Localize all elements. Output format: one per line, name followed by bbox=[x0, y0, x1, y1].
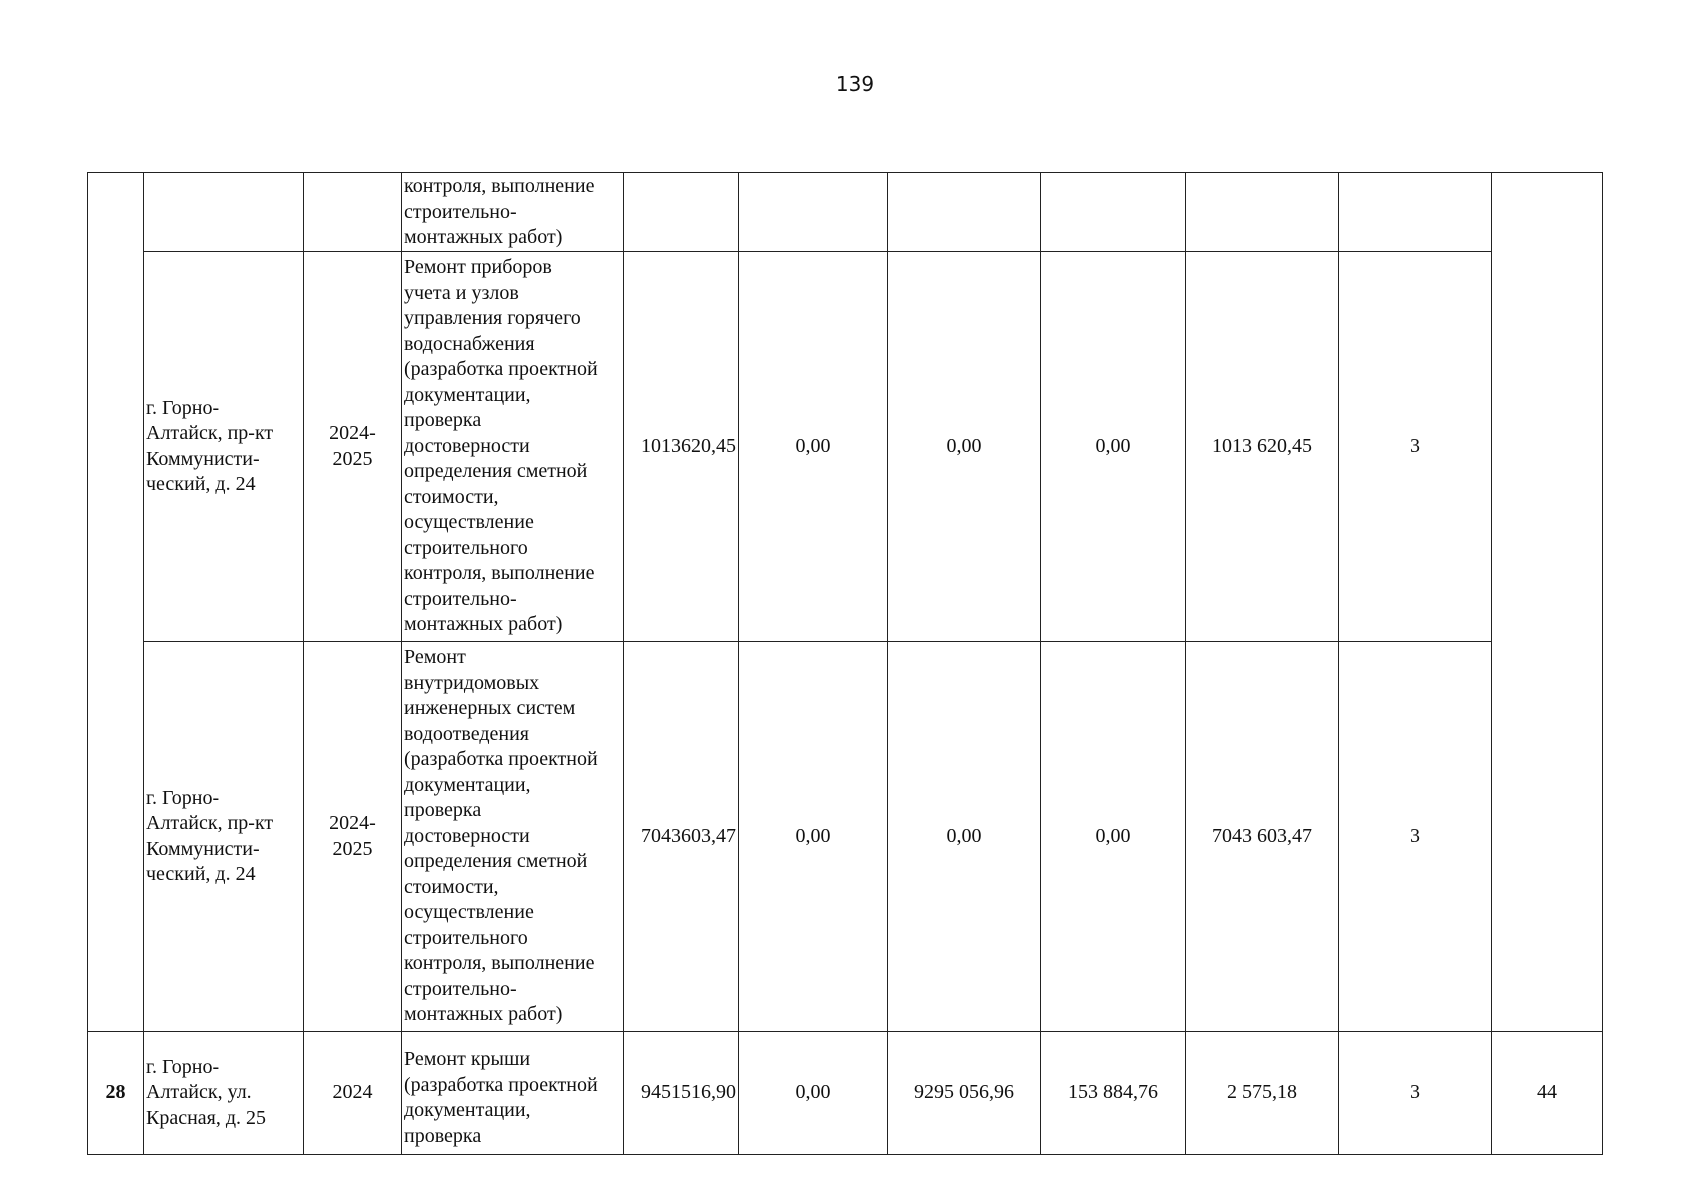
local-budget-cell: 153 884,76 bbox=[1041, 1032, 1186, 1155]
method-cell: 3 bbox=[1339, 252, 1492, 642]
region-budget-cell: 9295 056,96 bbox=[888, 1032, 1041, 1155]
table-row bbox=[88, 173, 1603, 252]
years-cell bbox=[304, 173, 402, 252]
work-line: достоверности bbox=[404, 824, 530, 847]
fund-cell: 0,00 bbox=[739, 1032, 888, 1155]
address-line: ческий, д. 24 bbox=[146, 863, 256, 885]
local-budget-cell bbox=[1041, 173, 1186, 252]
work-line: Ремонт bbox=[404, 646, 466, 669]
work-line: водоотведения bbox=[404, 722, 529, 745]
years-line: 2025 bbox=[332, 837, 373, 860]
address-line: Красная, д. 25 bbox=[146, 1106, 267, 1129]
number-cell: 28 bbox=[88, 1032, 144, 1155]
work-line: строительно- bbox=[404, 200, 517, 223]
work-line: осуществление bbox=[404, 901, 534, 924]
work-line: контроля, выполнение bbox=[404, 562, 595, 585]
work-line: определения сметной bbox=[404, 850, 588, 873]
work-line: внутридомовых bbox=[404, 671, 540, 694]
years-line: 2025 bbox=[332, 447, 373, 470]
work-line: управления горячего bbox=[404, 307, 581, 330]
work-line: контроля, выполнение bbox=[404, 175, 595, 198]
extra-cell: 44 bbox=[1492, 1032, 1603, 1155]
table-row bbox=[88, 252, 1603, 642]
work-line: достоверности bbox=[404, 434, 530, 457]
address-cell bbox=[144, 642, 304, 1032]
years-line: 2024- bbox=[329, 422, 376, 444]
address-line: г. Горно- bbox=[146, 396, 220, 419]
address-line: Коммунисти- bbox=[146, 447, 260, 470]
region-budget-cell: 0,00 bbox=[888, 642, 1041, 1032]
table-row bbox=[88, 642, 1603, 1032]
table-row bbox=[88, 1032, 1603, 1155]
work-line: монтажных работ) bbox=[404, 613, 563, 636]
address-line: г. Горно- bbox=[146, 786, 220, 809]
work-cell bbox=[402, 1032, 624, 1155]
owners-funds-cell: 7043 603,47 bbox=[1186, 642, 1339, 1032]
work-line: стоимости, bbox=[404, 485, 499, 508]
extra-cell bbox=[1492, 173, 1603, 1032]
work-line: инженерных систем bbox=[404, 697, 576, 720]
fund-cell bbox=[739, 173, 888, 252]
years-cell bbox=[304, 252, 402, 642]
work-line: монтажных работ) bbox=[404, 1003, 563, 1026]
work-line: определения сметной bbox=[404, 460, 588, 483]
work-line: документации, bbox=[404, 1099, 531, 1121]
work-line: строительно- bbox=[404, 587, 517, 610]
address-cell bbox=[144, 252, 304, 642]
number-cell bbox=[88, 173, 144, 1032]
work-line: (разработка проектной bbox=[404, 358, 598, 381]
work-line: контроля, выполнение bbox=[404, 952, 595, 975]
page-number: 139 bbox=[835, 72, 875, 96]
work-cell bbox=[402, 642, 624, 1032]
address-line: Алтайск, пр-кт bbox=[146, 812, 274, 834]
work-line: документации, bbox=[404, 773, 531, 796]
work-line: стоимости, bbox=[404, 875, 499, 898]
total-cost-cell bbox=[624, 173, 739, 252]
work-line: водоснабжения bbox=[404, 332, 535, 355]
years-cell: 2024 bbox=[304, 1032, 402, 1155]
work-line: (разработка проектной bbox=[404, 1073, 598, 1096]
address-cell bbox=[144, 1032, 304, 1155]
address-line: г. Горно- bbox=[146, 1055, 220, 1078]
owners-funds-cell bbox=[1186, 173, 1339, 252]
address-line: Алтайск, пр-кт bbox=[146, 422, 274, 444]
work-line: учета и узлов bbox=[404, 281, 519, 304]
local-budget-cell: 0,00 bbox=[1041, 252, 1186, 642]
fund-cell: 0,00 bbox=[739, 252, 888, 642]
years-cell bbox=[304, 642, 402, 1032]
work-line: Ремонт крыши bbox=[404, 1048, 531, 1070]
work-line: осуществление bbox=[404, 511, 534, 534]
method-cell bbox=[1339, 173, 1492, 252]
region-budget-cell: 0,00 bbox=[888, 252, 1041, 642]
address-line: ческий, д. 24 bbox=[146, 473, 256, 495]
fund-cell: 0,00 bbox=[739, 642, 888, 1032]
method-cell: 3 bbox=[1339, 642, 1492, 1032]
work-line: документации, bbox=[404, 383, 531, 406]
work-line: строительно- bbox=[404, 977, 517, 1000]
work-line: проверка bbox=[404, 1124, 482, 1147]
work-line: Ремонт приборов bbox=[404, 256, 552, 279]
work-line: проверка bbox=[404, 799, 482, 822]
work-line: строительного bbox=[404, 926, 528, 949]
owners-funds-cell: 2 575,18 bbox=[1186, 1032, 1339, 1155]
years-line: 2024- bbox=[329, 812, 376, 834]
work-cell bbox=[402, 252, 624, 642]
total-cost-cell: 1013620,45 bbox=[624, 252, 739, 642]
work-line: строительного bbox=[404, 536, 528, 559]
work-line: монтажных работ) bbox=[404, 226, 563, 249]
address-line: Коммунисти- bbox=[146, 837, 260, 860]
work-line: проверка bbox=[404, 409, 482, 432]
region-budget-cell bbox=[888, 173, 1041, 252]
total-cost-cell: 7043603,47 bbox=[624, 642, 739, 1032]
work-cell bbox=[402, 173, 624, 252]
repair-program-table bbox=[87, 172, 1603, 1155]
work-line: (разработка проектной bbox=[404, 748, 598, 771]
address-line: Алтайск, ул. bbox=[146, 1081, 252, 1104]
method-cell: 3 bbox=[1339, 1032, 1492, 1155]
address-cell bbox=[144, 173, 304, 252]
local-budget-cell: 0,00 bbox=[1041, 642, 1186, 1032]
total-cost-cell: 9451516,90 bbox=[624, 1032, 739, 1155]
owners-funds-cell: 1013 620,45 bbox=[1186, 252, 1339, 642]
